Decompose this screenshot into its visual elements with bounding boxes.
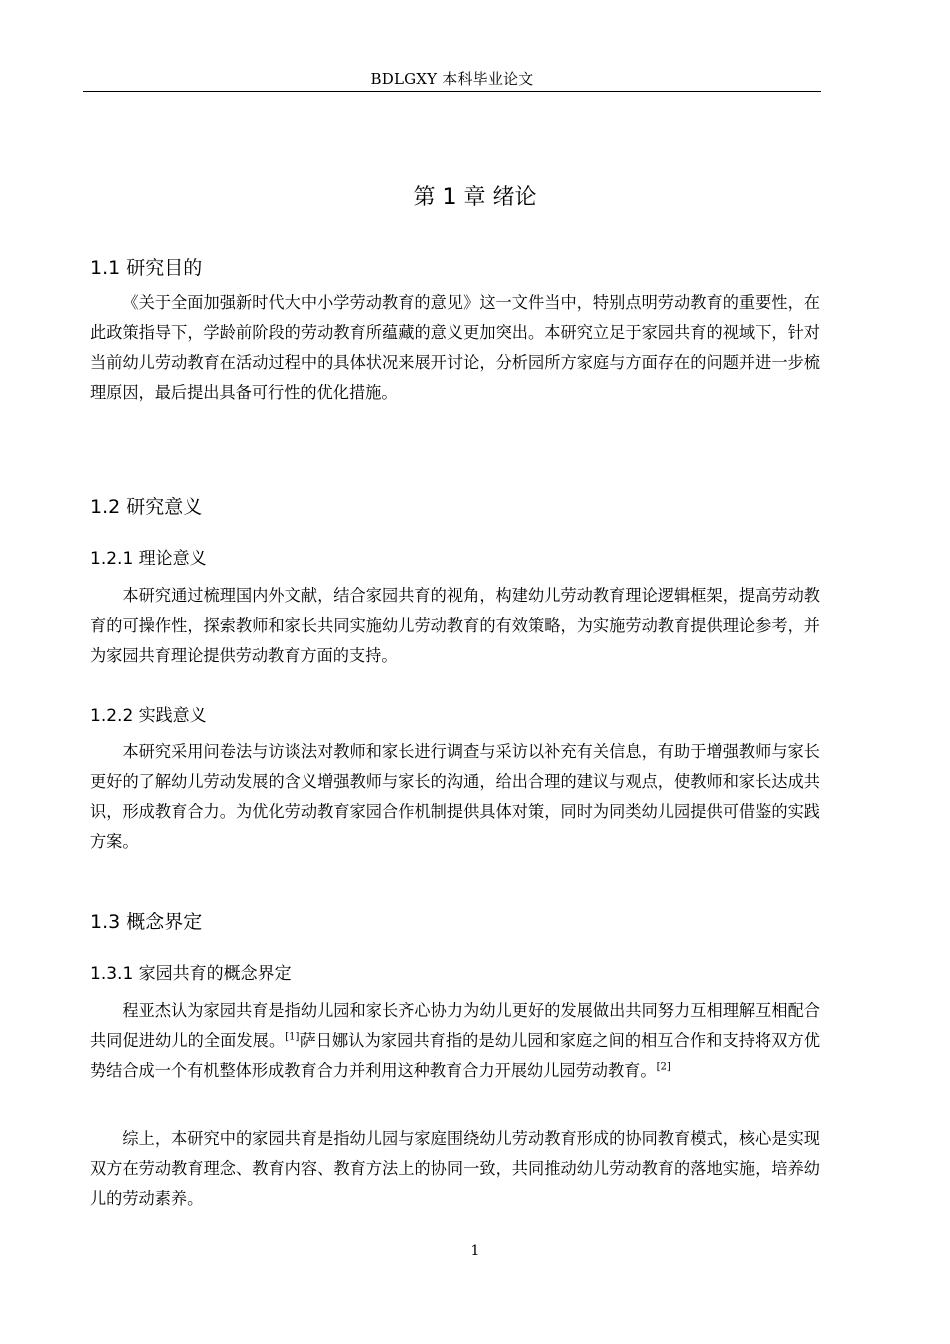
paragraph-text: 萨日娜认为家园共育指的是幼儿园和家庭之间的相互合作和支持将双方优势结合成一个有机整体形成教育合力并利用这种教育合力开展幼儿园劳动教育。 xyxy=(90,1031,821,1080)
paragraph-practical-significance: 本研究采用问卷法与访谈法对教师和家长进行调查与采访以补充有关信息，有助于增强教师与家长更好的了解幼儿劳动发展的含义增强教师与家长的沟通，给出合理的建议与观点，使教师和家长达成共识，形成教育合力。为优化劳动教育家园合作机制提供具体对策，同时为同类幼儿园提供可借鉴的实践方案。 xyxy=(90,742,820,851)
page-number: 1 xyxy=(470,1243,480,1259)
page-header: BDLGXY 本科毕业论文 xyxy=(370,70,534,88)
paragraph-concept-definition xyxy=(90,996,820,1086)
citation-ref-1: [1] xyxy=(285,1031,300,1043)
section-heading-1-2-1: 1.2.1 理论意义 xyxy=(90,549,207,569)
header-rule xyxy=(83,91,821,92)
citation-ref-2: [2] xyxy=(656,1061,671,1073)
section-heading-1-3: 1.3 概念界定 xyxy=(90,911,203,933)
paragraph-research-purpose: 《关于全面加强新时代大中小学劳动教育的意见》这一文件当中，特别点明劳动教育的重要性，在此政策指导下，学龄前阶段的劳动教育所蕴藏的意义更加突出。本研究立足于家园共育的视域下，针对当前幼儿劳动教育在活动过程中的具体状况来展开讨论，分析园所方家庭与方面存在的问题并进一步梳理原因，最后提出具备可行性的优化措施。 xyxy=(90,293,820,402)
section-heading-1-2: 1.2 研究意义 xyxy=(90,496,203,518)
paragraph-theoretical-significance: 本研究通过梳理国内外文献，结合家园共育的视角，构建幼儿劳动教育理论逻辑框架，提高劳动教育的可操作性，探索教师和家长共同实施幼儿劳动教育的有效策略，为实施劳动教育提供理论参考，并为家园共育理论提供劳动教育方面的支持。 xyxy=(90,586,820,665)
section-heading-1-2-2: 1.2.2 实践意义 xyxy=(90,706,207,726)
paragraph-concept-summary: 综上，本研究中的家园共育是指幼儿园与家庭围绕幼儿劳动教育形成的协同教育模式，核心是实现双方在劳动教育理念、教育内容、教育方法上的协同一致，共同推动幼儿劳动教育的落地实施，培养幼儿的劳动素养。 xyxy=(90,1129,820,1208)
section-heading-1-3-1: 1.3.1 家园共育的概念界定 xyxy=(90,964,292,984)
chapter-title: 第 1 章 绪论 xyxy=(413,185,537,210)
section-heading-1-1: 1.1 研究目的 xyxy=(90,257,203,279)
paragraph-text: 程亚杰认为家园共育是指幼儿园和家长齐心协力为幼儿更好的发展做出共同努力互相理解互相配合共同促进幼儿的全面发展。 xyxy=(90,1001,820,1050)
